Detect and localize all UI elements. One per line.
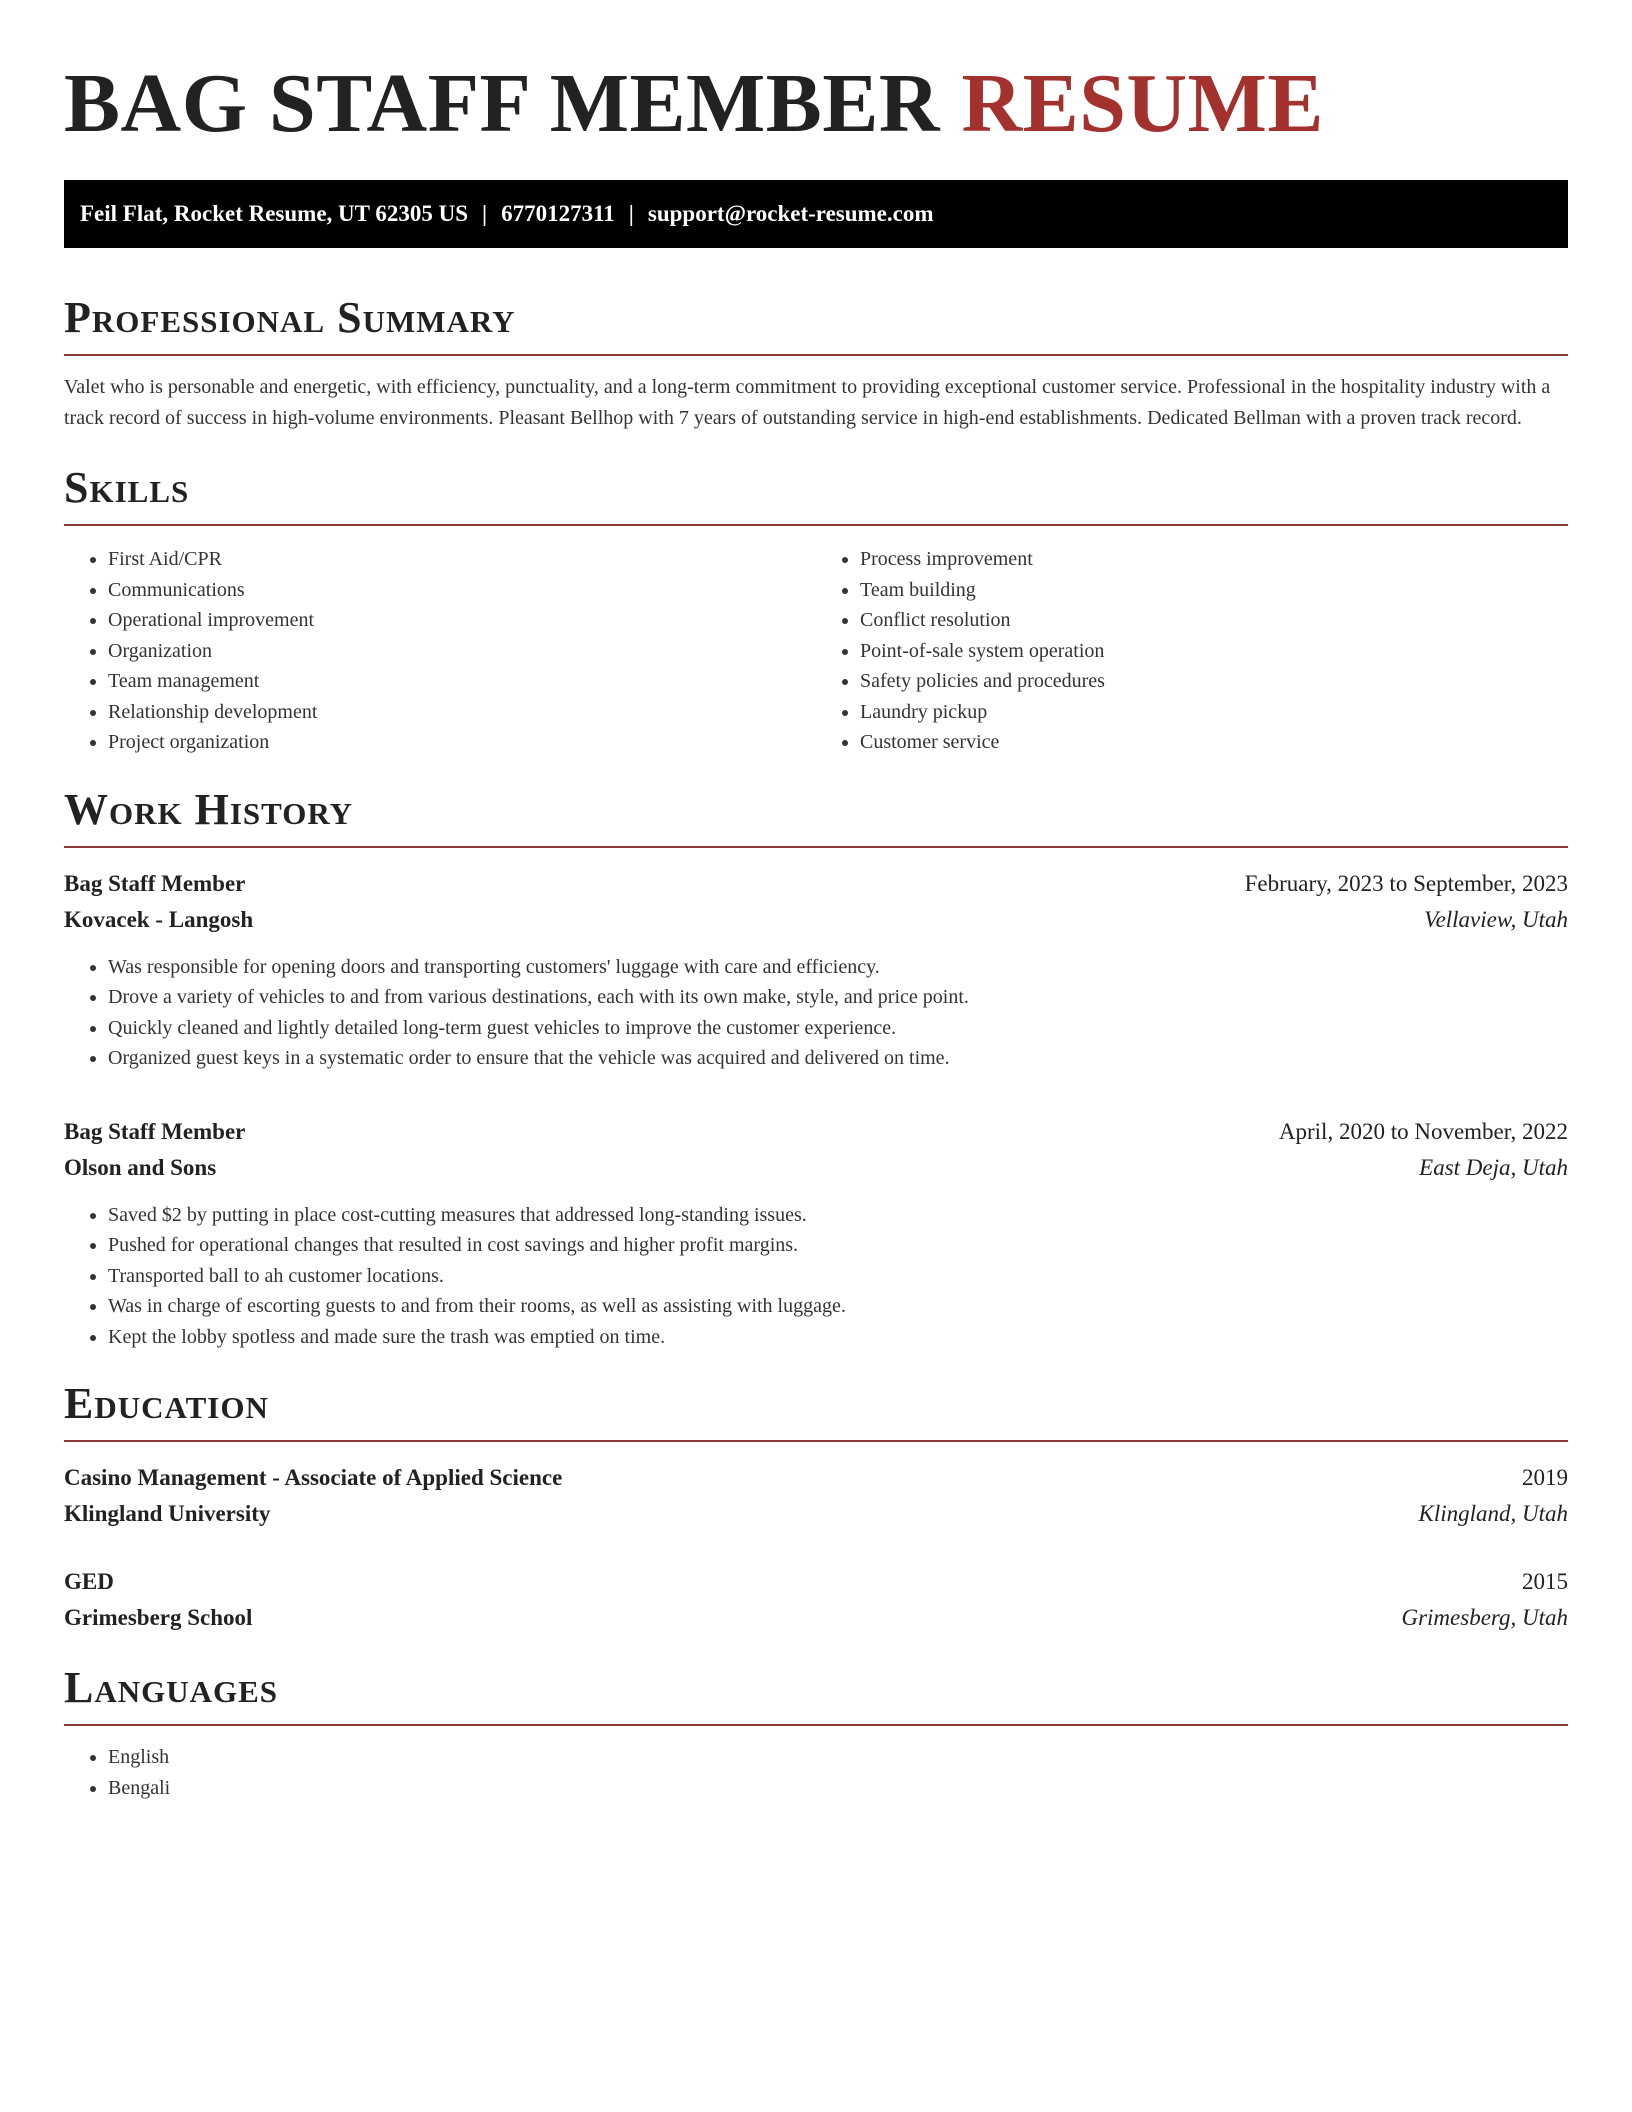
- skill-item: • Operational improvement: [108, 605, 816, 636]
- job-bullet: • Pushed for operational changes that resulted in cost savings and higher profit margins.: [108, 1230, 1568, 1261]
- education-degree-row: [64, 1460, 1568, 1496]
- education-school: Klingland University: [64, 1501, 271, 1526]
- summary-text: Valet who is personable and energetic, with efficiency, punctuality, and a long-term commitment to providing exceptional customer service. Professional in the hospitality industry with a track record of success in high-volume environments. Pleasant Bellhop with 7 years of outstanding service in high-end establishments. Dedicated Bellman with a proven track record.: [64, 376, 1551, 429]
- job-company: Kovacek - Langosh: [64, 906, 254, 932]
- section-divider: [64, 354, 1568, 356]
- job-bullet: • Transported ball to ah customer locations.: [108, 1261, 1568, 1292]
- skills-list-right: [816, 544, 1568, 758]
- job-dates: April, 2020 to November, 2022: [1278, 1118, 1568, 1144]
- skills-section: [64, 462, 1568, 758]
- job-company: Olson and Sons: [64, 1154, 217, 1180]
- contact-separator: |: [481, 201, 488, 226]
- skill-item: • Conflict resolution: [860, 605, 1568, 636]
- education-entry: [64, 1460, 1568, 1532]
- job-header-row: [64, 866, 1568, 902]
- job-location: East Deja, Utah: [1419, 1154, 1568, 1180]
- skill-item: • Customer service: [860, 727, 1568, 758]
- skill-item: • Relationship development: [108, 697, 816, 728]
- education-entry: [64, 1564, 1568, 1636]
- job-entry: [64, 1114, 1568, 1353]
- title-main: BAG STAFF MEMBER: [64, 57, 941, 150]
- job-bullet: • Organized guest keys in a systematic order to ensure that the vehicle was acquired and delivered on time.: [108, 1043, 1568, 1074]
- job-header-row: [64, 1114, 1568, 1150]
- education-section: [64, 1378, 1568, 1636]
- education-degree: GED: [64, 1569, 114, 1594]
- skill-item: • Project organization: [108, 727, 816, 758]
- education-year: 2015: [1522, 1569, 1568, 1594]
- work-history-heading: Work History: [64, 784, 354, 834]
- languages-section: [64, 1662, 1568, 1803]
- job-bullet: • Kept the lobby spotless and made sure the trash was emptied on time.: [108, 1322, 1568, 1353]
- contact-email: support@rocket-resume.com: [647, 201, 934, 226]
- job-title: Bag Staff Member: [64, 1118, 246, 1144]
- job-bullet: • Drove a variety of vehicles to and from various destinations, each with its own make, style, and price point.: [108, 982, 1568, 1013]
- title-accent: RESUME: [961, 57, 1324, 150]
- languages-list: [64, 1742, 1568, 1803]
- skill-item: • Process improvement: [860, 544, 1568, 575]
- contact-separator: |: [628, 201, 634, 226]
- education-degree-row: [64, 1564, 1568, 1600]
- skill-item: • Point-of-sale system operation: [860, 636, 1568, 667]
- contact-bar: [64, 180, 1568, 248]
- job-bullets: [64, 1200, 1568, 1353]
- job-entry: [64, 866, 1568, 1074]
- work-history-section: [64, 784, 1568, 1353]
- skill-item: • Safety policies and procedures: [860, 666, 1568, 697]
- skills-columns: [64, 544, 1568, 758]
- skill-item: • Team management: [108, 666, 816, 697]
- summary-section: [64, 292, 1568, 434]
- skills-heading: Skills: [64, 463, 190, 512]
- job-company-row: [64, 902, 1568, 938]
- skill-item: • Communications: [108, 575, 816, 606]
- skill-item: • First Aid/CPR: [108, 544, 816, 575]
- language-item: • Bengali: [108, 1773, 1568, 1804]
- education-year: 2019: [1522, 1465, 1568, 1490]
- languages-heading: Languages: [64, 1663, 279, 1712]
- job-company-row: [64, 1150, 1568, 1186]
- summary-heading: Professional Summary: [64, 293, 516, 342]
- education-school-row: [64, 1496, 1568, 1532]
- section-divider: [64, 846, 1568, 848]
- job-bullet: • Saved $2 by putting in place cost-cutting measures that addressed long-standing issues.: [108, 1200, 1568, 1231]
- resume-title: [64, 0, 1568, 152]
- section-divider: [64, 524, 1568, 526]
- job-dates: February, 2023 to September, 2023: [1244, 870, 1568, 896]
- job-bullet: • Quickly cleaned and lightly detailed long-term guest vehicles to improve the customer experience.: [108, 1013, 1568, 1044]
- education-location: Klingland, Utah: [1418, 1501, 1568, 1526]
- education-school: Grimesberg School: [64, 1605, 253, 1630]
- skill-item: • Laundry pickup: [860, 697, 1568, 728]
- job-bullet: • Was responsible for opening doors and transporting customers' luggage with care and efficiency.: [108, 952, 1568, 983]
- language-item: • English: [108, 1742, 1568, 1773]
- job-title: Bag Staff Member: [64, 870, 246, 896]
- education-degree: Casino Management - Associate of Applied Science: [64, 1465, 563, 1490]
- skills-list-left: [64, 544, 816, 758]
- skill-item: • Organization: [108, 636, 816, 667]
- contact-address: Feil Flat, Rocket Resume, UT 62305 US: [80, 201, 468, 226]
- job-bullet: • Was in charge of escorting guests to and from their rooms, as well as assisting with luggage.: [108, 1291, 1568, 1322]
- education-location: Grimesberg, Utah: [1401, 1605, 1568, 1630]
- education-school-row: [64, 1600, 1568, 1636]
- contact-phone: 6770127311: [501, 201, 615, 226]
- section-divider: [64, 1724, 1568, 1726]
- skill-item: • Team building: [860, 575, 1568, 606]
- education-heading: Education: [64, 1379, 269, 1428]
- section-divider: [64, 1440, 1568, 1442]
- job-bullets: [64, 952, 1568, 1074]
- job-location: Vellaview, Utah: [1424, 906, 1568, 932]
